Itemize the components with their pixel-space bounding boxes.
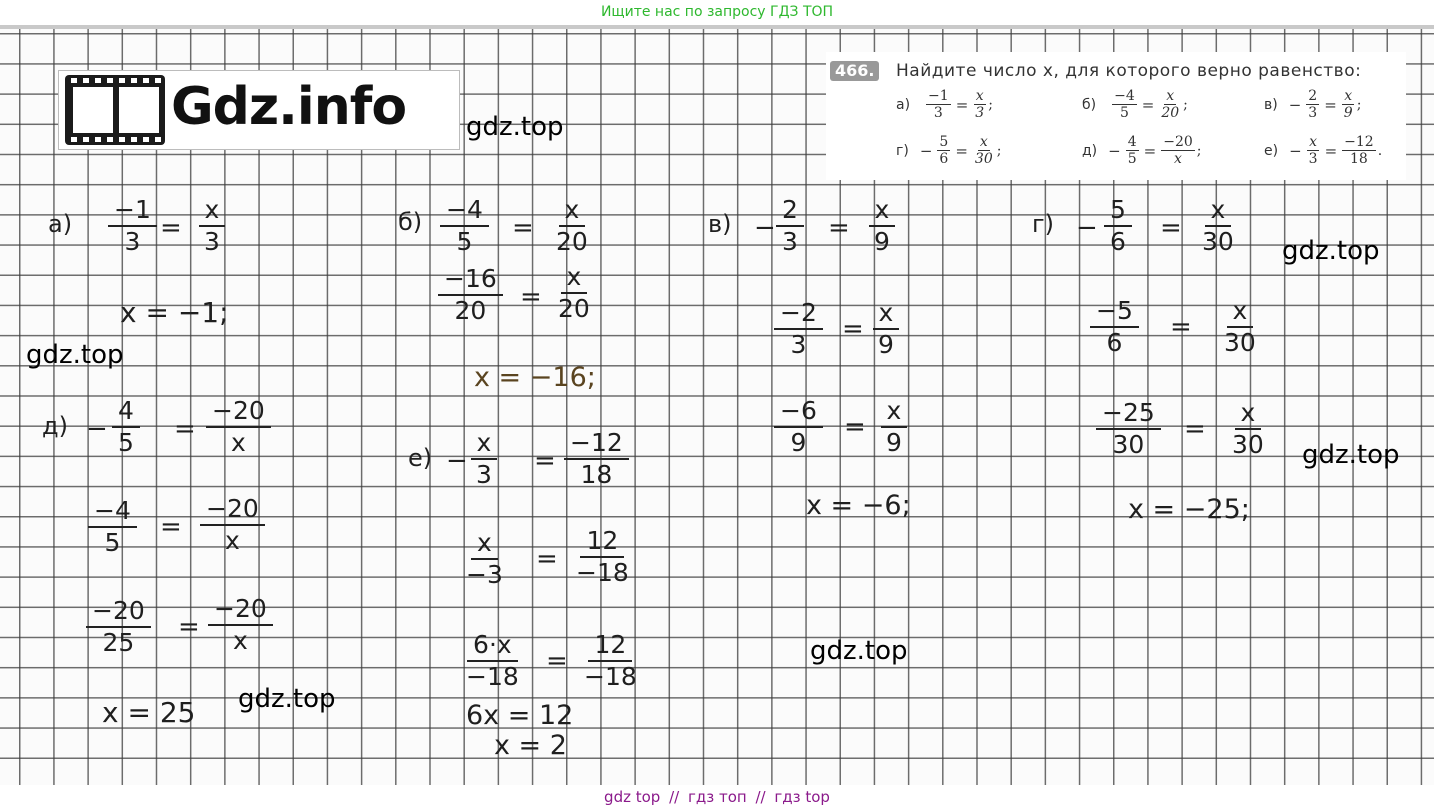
solution-g-right-fraction-3: $\frac{x}{30}$ bbox=[1232, 398, 1264, 459]
problem-item-e: е) − $\frac{x}{3}$ = $\frac{-12}{18}$ . bbox=[1264, 134, 1383, 167]
solution-v-right-fraction-2: $\frac{x}{9}$ bbox=[872, 298, 900, 360]
solution-b-label: б) bbox=[398, 208, 423, 236]
solution-d-right-fraction: $\frac{-20}{x}$ bbox=[206, 396, 271, 458]
problem-item-d: д) − $\frac{4}{5}$ = $\frac{-20}{x}$ ; bbox=[1082, 134, 1202, 167]
solution-v-label: в) bbox=[708, 210, 732, 238]
solution-g-right-fraction-2: $\frac{x}{30}$ bbox=[1224, 296, 1256, 357]
watermark: gdz.top bbox=[1302, 440, 1400, 470]
solution-a-label: а) bbox=[48, 210, 73, 238]
solution-d-left-fraction: $\frac{4}{5}$ bbox=[112, 396, 140, 458]
solution-v-right-fraction-3: $\frac{x}{9}$ bbox=[880, 396, 908, 458]
solution-e-right-fraction-3: $\frac{12}{-18}$ bbox=[584, 630, 637, 691]
solution-g-label: г) bbox=[1032, 210, 1054, 238]
solution-d-equals: = bbox=[174, 414, 196, 444]
solution-v-left-fraction: $\frac{2}{3}$ bbox=[776, 195, 804, 257]
solution-e-right-fraction-2: $\frac{12}{-18}$ bbox=[576, 526, 629, 587]
watermark: gdz.top bbox=[1282, 236, 1380, 266]
solution-g-answer: x = −25; bbox=[1128, 494, 1250, 525]
solution-e-equals: = bbox=[534, 446, 556, 476]
solution-g-equals: = bbox=[1160, 213, 1182, 243]
solution-b-answer: x = −16; bbox=[474, 362, 596, 393]
solution-g-right-fraction: $\frac{x}{30}$ bbox=[1202, 195, 1234, 256]
solution-e-answer-2: x = 2 bbox=[494, 730, 567, 761]
solution-a-equals: = bbox=[160, 213, 182, 243]
solution-e-left-fraction-3: $\frac{6\cdot x}{-18}$ bbox=[466, 630, 519, 691]
problem-prompt: Найдите число x, для которого верно равенство: bbox=[896, 61, 1362, 81]
solution-b-left-fraction: $\frac{-4}{5}$ bbox=[440, 195, 489, 257]
solution-d-answer: x = 25 bbox=[102, 696, 196, 729]
footer-link-gdz-top[interactable]: gdz top bbox=[604, 788, 661, 806]
watermark: gdz.top bbox=[26, 340, 124, 370]
footer-separator: // bbox=[669, 788, 680, 806]
problem-item-b: б) $\frac{-4}{5}$ = $\frac{x}{20}$ ; bbox=[1082, 88, 1188, 121]
solution-e-minus: − bbox=[446, 446, 468, 476]
watermark: gdz.top bbox=[238, 684, 336, 714]
solution-g-left-fraction: $\frac{5}{6}$ bbox=[1104, 195, 1132, 257]
solution-g-equals-3: = bbox=[1184, 414, 1206, 444]
solution-d-minus: − bbox=[86, 414, 108, 444]
solution-d-left-fraction-3: $\frac{-20}{25}$ bbox=[86, 596, 151, 658]
solution-d-equals-3: = bbox=[178, 612, 200, 642]
solution-g-left-fraction-3: $\frac{-25}{30}$ bbox=[1096, 398, 1161, 460]
solution-d-right-fraction-3: $\frac{-20}{x}$ bbox=[208, 594, 273, 656]
solution-v-left-fraction-3: $\frac{-6}{9}$ bbox=[774, 396, 823, 458]
solution-a-left-fraction: $\frac{-1}{3}$ bbox=[108, 195, 157, 257]
solution-v-minus: − bbox=[754, 213, 776, 243]
solution-a-right-fraction: $\frac{x}{3}$ bbox=[198, 195, 226, 257]
solution-d-left-fraction-2: $\frac{-4}{5}$ bbox=[88, 496, 137, 558]
bottom-footer-links bbox=[0, 785, 1434, 811]
solution-d-equals-2: = bbox=[160, 512, 182, 542]
solution-e-left-fraction-2: $\frac{x}{-3}$ bbox=[466, 528, 503, 589]
footer-link-gdz-top-ru[interactable]: гдз топ bbox=[687, 788, 747, 806]
solution-e-answer-1: 6x = 12 bbox=[466, 700, 574, 731]
solution-b-right-fraction: $\frac{x}{20}$ bbox=[556, 195, 588, 256]
film-strip-icon bbox=[63, 73, 167, 147]
footer-separator: // bbox=[755, 788, 766, 806]
solution-e-equals-3: = bbox=[546, 646, 568, 676]
footer-link-gdz-top-mixed[interactable]: гдз top bbox=[774, 788, 830, 806]
watermark: gdz.top bbox=[466, 112, 564, 142]
logo-text: Gdz.info bbox=[171, 77, 407, 137]
problem-item-a: а) $\frac{-1}{3}$ = $\frac{x}{3}$ ; bbox=[896, 88, 993, 121]
solution-e-equals-2: = bbox=[536, 544, 558, 574]
solution-v-left-fraction-2: $\frac{-2}{3}$ bbox=[774, 298, 823, 360]
solution-g-left-fraction-2: $\frac{-5}{6}$ bbox=[1090, 296, 1139, 358]
problem-item-v: в) − $\frac{2}{3}$ = $\frac{x}{9}$ ; bbox=[1264, 88, 1362, 121]
solution-b-left-fraction-2: $\frac{-16}{20}$ bbox=[438, 264, 503, 326]
solution-v-right-fraction: $\frac{x}{9}$ bbox=[868, 195, 896, 257]
solution-v-equals: = bbox=[828, 213, 850, 243]
top-banner[interactable]: Ищите нас по запросу ГДЗ ТОП bbox=[600, 4, 834, 20]
solution-a-answer: x = −1; bbox=[120, 296, 229, 329]
solution-g-minus: − bbox=[1076, 213, 1098, 243]
solution-v-equals-3: = bbox=[844, 412, 866, 442]
site-logo[interactable] bbox=[58, 70, 460, 150]
problem-item-g: г) − $\frac{5}{6}$ = $\frac{x}{30}$ ; bbox=[896, 134, 1002, 167]
watermark: gdz.top bbox=[810, 636, 908, 666]
problem-number: 466. bbox=[830, 61, 879, 81]
solution-e-label: е) bbox=[408, 444, 433, 472]
solution-d-label: д) bbox=[42, 412, 68, 440]
solution-d-right-fraction-2: $\frac{-20}{x}$ bbox=[200, 494, 265, 556]
solution-g-equals-2: = bbox=[1170, 312, 1192, 342]
solution-v-answer: x = −6; bbox=[806, 490, 911, 521]
solution-b-right-fraction-2: $\frac{x}{20}$ bbox=[558, 262, 590, 323]
solution-b-equals-2: = bbox=[520, 282, 542, 312]
textbook-problem bbox=[826, 52, 1406, 180]
solution-b-equals: = bbox=[512, 213, 534, 243]
solution-v-equals-2: = bbox=[842, 314, 864, 344]
solution-e-right-fraction: $\frac{-12}{18}$ bbox=[564, 428, 629, 490]
solution-e-left-fraction: $\frac{x}{3}$ bbox=[470, 428, 498, 490]
